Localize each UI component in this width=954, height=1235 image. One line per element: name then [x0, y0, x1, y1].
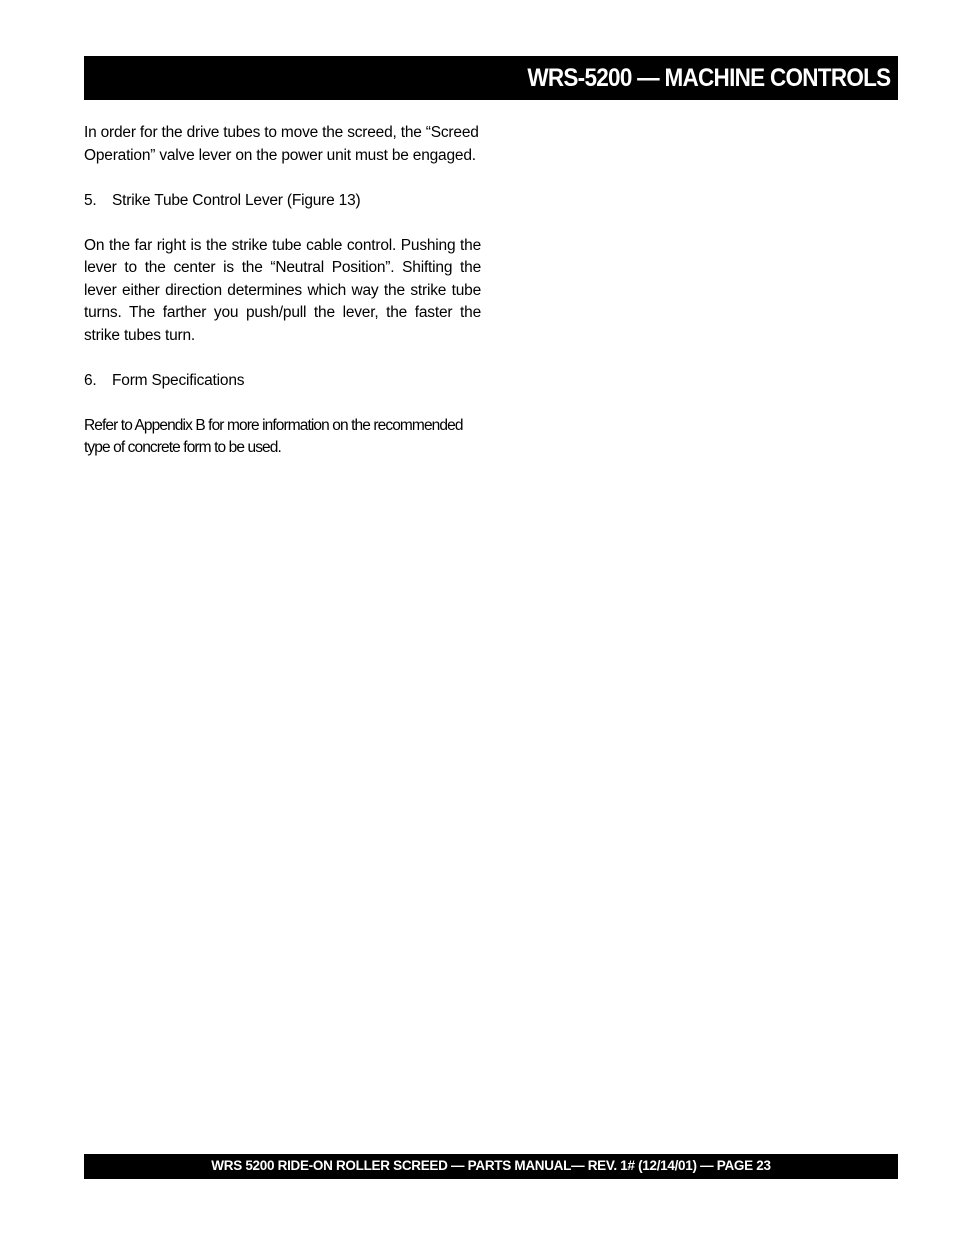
page-title: WRS-5200 — MACHINE CONTROLS — [526, 64, 890, 92]
footer-text: WRS 5200 RIDE-ON ROLLER SCREED — PARTS MANUAL— REV. 1# (12/14/01) — PAGE 23 — [211, 1158, 771, 1173]
list-item-strike-tube-lever — [84, 190, 481, 213]
paragraph-appendix-reference: Refer to Appendix B for more information on the recommended type of concrete form to be used. — [84, 416, 463, 456]
paragraph-strike-tube-control: On the far right is the strike tube cable control. Pushing the lever to the center is the “Neutral Position”. Shifting the lever either direction determines which way the strike tube turns. The farther you push/pull the lever, the faster the strike tubes turn. — [84, 236, 481, 344]
header-bar — [84, 56, 898, 100]
list-item-form-specifications — [84, 370, 481, 393]
list-number: 6. — [84, 371, 97, 389]
main-content — [84, 122, 481, 482]
list-number: 5. — [84, 191, 97, 209]
list-item-label: Form Specifications — [112, 371, 245, 389]
list-item-label: Strike Tube Control Lever (Figure 13) — [112, 191, 361, 209]
footer-bar — [84, 1154, 898, 1179]
paragraph-drive-tubes: In order for the drive tubes to move the screed, the “Screed Operation” valve lever on the power unit must be engaged. — [84, 124, 479, 164]
